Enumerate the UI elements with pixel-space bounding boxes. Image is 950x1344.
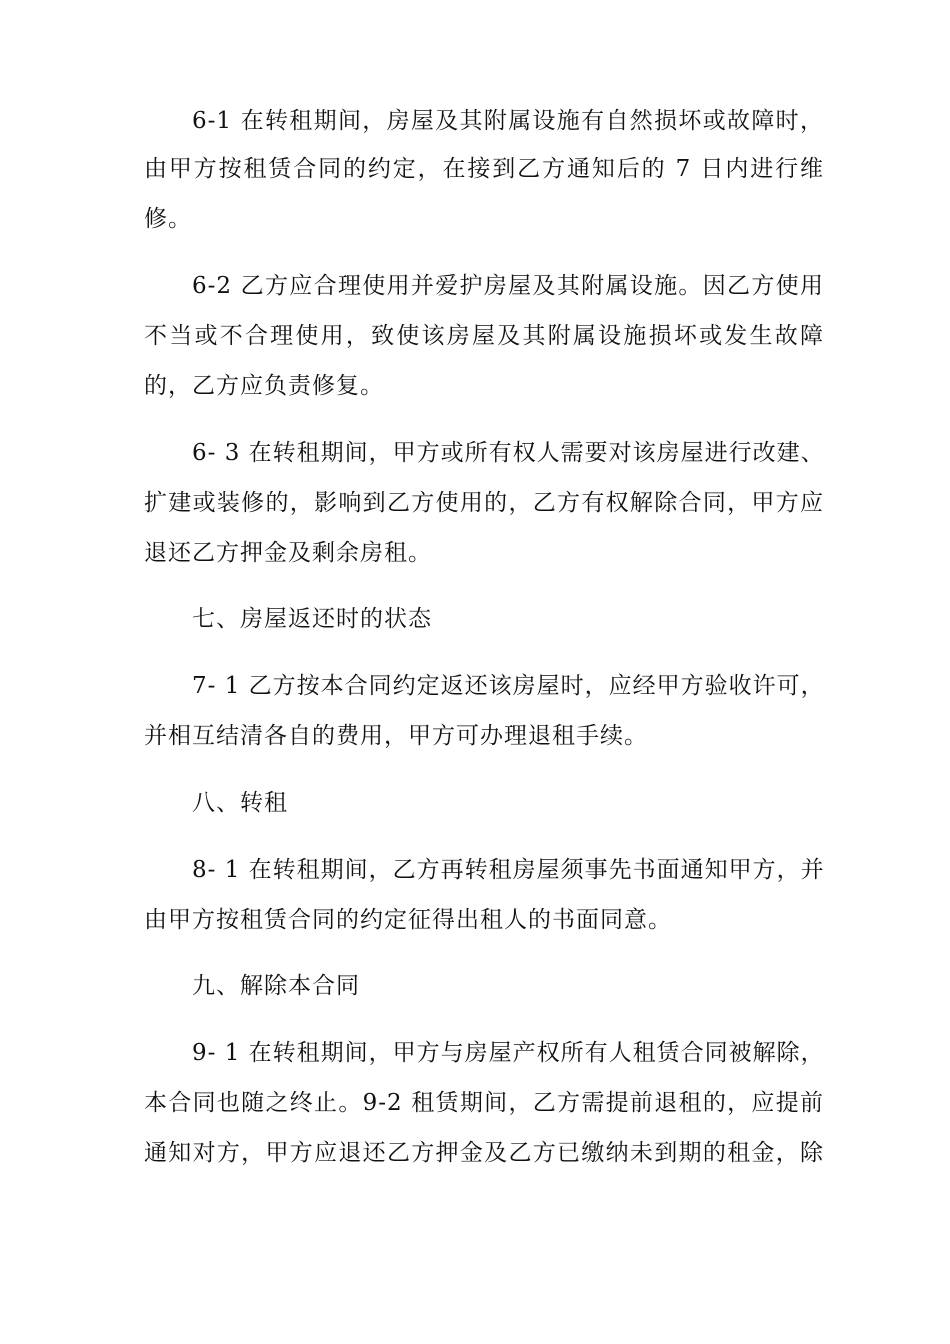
text-line: 本合同也随之终止。9-2 租赁期间，乙方需提前退租的，应提前 [144, 1090, 824, 1116]
text-line: 由甲方按租赁合同的约定，在接到乙方通知后的 7 日内进行维 [144, 156, 824, 182]
section-heading: 七、房屋返还时的状态 [192, 606, 432, 632]
text-line: 不当或不合理使用，致使该房屋及其附属设施损坏或发生故障 [144, 323, 824, 349]
text-line: 8- 1 在转租期间，乙方再转租房屋须事先书面通知甲方，并 [192, 857, 825, 883]
text-line: 9- 1 在转租期间，甲方与房屋产权所有人租赁合同被解除， [192, 1040, 825, 1066]
text-line: 6-2 乙方应合理使用并爱护房屋及其附属设施。因乙方使用 [192, 273, 824, 299]
text-line: 退还乙方押金及剩余房租。 [144, 540, 432, 566]
text-line: 由甲方按租赁合同的约定征得出租人的书面同意。 [144, 907, 672, 933]
text-line: 6-1 在转租期间，房屋及其附属设施有自然损坏或故障时， [192, 108, 824, 134]
text-line: 并相互结清各自的费用，甲方可办理退租手续。 [144, 723, 648, 749]
section-heading: 九、解除本合同 [192, 973, 360, 999]
text-line: 扩建或装修的，影响到乙方使用的，乙方有权解除合同，甲方应 [144, 490, 824, 516]
text-line: 6- 3 在转租期间，甲方或所有权人需要对该房屋进行改建、 [192, 440, 825, 466]
section-heading: 八、转租 [192, 790, 288, 816]
text-line: 修。 [144, 206, 192, 232]
text-line: 通知对方，甲方应退还乙方押金及乙方已缴纳未到期的租金，除 [144, 1140, 824, 1166]
text-line: 7- 1 乙方按本合同约定返还该房屋时，应经甲方验收许可， [192, 673, 825, 699]
text-line: 的，乙方应负责修复。 [144, 373, 384, 399]
